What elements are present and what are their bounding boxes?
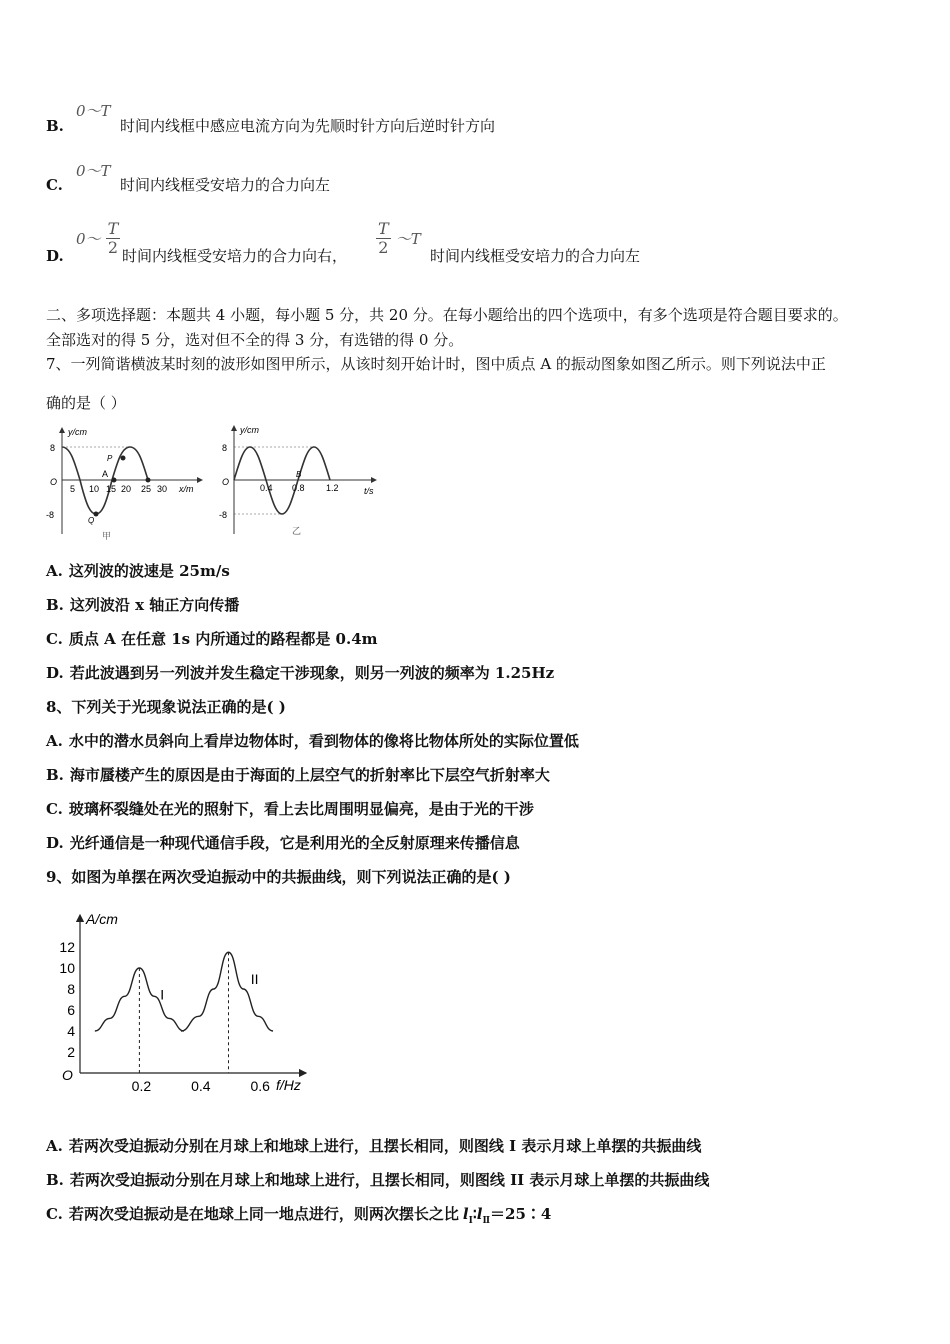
point-q-dot: [94, 512, 99, 517]
q7-option-b: [46, 595, 239, 615]
subscript: Ⅱ: [482, 1216, 491, 1226]
y-tick-label: 4: [67, 1023, 75, 1039]
option-text: 质点 A 在任意 1s 内所通过的路程都是 0.4m: [68, 630, 378, 648]
ratio-value: ＝25∶4: [490, 1205, 552, 1223]
y-tick-label: 8: [67, 981, 75, 997]
option-letter: C.: [46, 800, 63, 818]
vibration-figure-yi: [216, 422, 384, 542]
option-letter: A.: [46, 1137, 63, 1155]
x-axis-label: f/Hz: [276, 1077, 301, 1093]
option-text: 若此波遇到另一列波并发生稳定干涉现象，则另一列波的频率为 1.25Hz: [69, 664, 555, 682]
option-letter: B.: [46, 766, 64, 784]
x-tick: 25: [141, 484, 152, 494]
q8-option-b: [46, 765, 550, 785]
y-tick-label: 12: [59, 939, 75, 955]
series-label-i: I: [160, 986, 165, 1003]
option-text: 若两次受迫振动分别在月球上和地球上进行，且摆长相同，则图线 I 表示月球上单摆的共振曲线: [68, 1137, 702, 1155]
question-7-stem-2: 确的是（ ）: [46, 394, 126, 412]
point-a-label: A: [102, 469, 109, 479]
option-text: 时间内线框中感应电流方向为先顺时针方向后逆时针方向: [120, 117, 496, 135]
series-group: [95, 952, 273, 1073]
prev-option-c: [46, 175, 63, 195]
y-axis-label: y/cm: [240, 425, 259, 435]
y-tick-8: 8: [222, 443, 228, 453]
option-text: 光纤通信是一种现代通信手段，它是利用光的全反射原理来传播信息: [69, 834, 520, 852]
question-9-stem: 9、如图为单摆在两次受迫振动中的共振曲线，则下列说法正确的是( ): [46, 868, 511, 886]
x-tick: 5: [70, 484, 76, 494]
q9-option-b: [46, 1170, 709, 1190]
math-text: 0～: [76, 230, 101, 248]
x-axis-label: t/s: [364, 486, 374, 496]
x-tick: 20: [121, 484, 132, 494]
option-letter: A.: [46, 732, 63, 750]
q8-option-c: [46, 799, 534, 819]
math-expression: [76, 220, 120, 257]
x-tick: 30: [157, 484, 168, 494]
series-label-ii: II: [250, 970, 259, 987]
fraction-numerator: T: [107, 219, 119, 238]
x-tick-label: 0.4: [191, 1078, 211, 1094]
origin-label: O: [50, 477, 58, 487]
y-tick-minus-8: -8: [219, 510, 228, 520]
origin-label: O: [222, 477, 230, 487]
option-letter: C.: [46, 176, 63, 194]
math-text: ～T: [395, 230, 421, 248]
x-axis-label: x/m: [179, 484, 194, 494]
option-text: 这列波沿 x 轴正方向传播: [69, 596, 240, 614]
subscript: Ⅰ: [468, 1216, 473, 1226]
fraction-denominator: 2: [107, 238, 119, 257]
length-symbol: l: [476, 1205, 483, 1223]
q9-option-a: [46, 1136, 701, 1156]
option-letter: B.: [46, 117, 64, 135]
figure-caption: 乙: [292, 526, 302, 536]
q7-option-d: [46, 663, 554, 683]
question-8-stem: 8、下列关于光现象说法正确的是( ): [46, 698, 286, 716]
x-tick-label: 0.6: [250, 1078, 270, 1094]
resonance-chart: [44, 905, 324, 1100]
option-text: 这列波的波速是 25m/s: [68, 562, 230, 580]
x-tick: 1.2: [326, 483, 339, 493]
option-text: 若两次受迫振动分别在月球上和地球上进行，且摆长相同，则图线 II 表示月球上单摆的共振曲线: [69, 1171, 710, 1189]
y-tick-label: 10: [59, 960, 75, 976]
option-text: 水中的潜水员斜向上看岸边物体时，看到物体的像将比物体所处的实际位置低: [68, 732, 579, 750]
y-tick-label: 2: [67, 1044, 75, 1060]
math-expression: [76, 160, 111, 181]
option-text: 玻璃杯裂缝处在光的照射下，看上去比周围明显偏亮，是由于光的干涉: [68, 800, 534, 818]
fraction: [106, 220, 121, 257]
option-letter: C.: [46, 1205, 63, 1223]
ratio-colon: ∶: [472, 1205, 477, 1223]
wave-end-dot: [146, 478, 151, 483]
prev-option-d: [46, 246, 64, 266]
y-tick-minus-8: -8: [46, 510, 55, 520]
q9-option-c: [46, 1204, 551, 1231]
y-tick-label: 6: [67, 1002, 75, 1018]
wave-figure-jia: [44, 422, 214, 542]
y-axis-label: A/cm: [86, 911, 118, 927]
q7-option-a: [46, 561, 230, 581]
option-letter: C.: [46, 630, 63, 648]
section-header-line-1: 二、多项选择题：本题共 4 小题，每小题 5 分，共 20 分。在每小题给出的四个选项中，有多个选项是符合题目要求的。: [46, 306, 848, 324]
point-a-dot: [112, 478, 117, 483]
x-tick-label: 0.2: [131, 1078, 152, 1094]
x-tick: 15: [106, 484, 117, 494]
option-letter: B.: [46, 596, 64, 614]
origin-label: O: [62, 1067, 73, 1083]
fraction: [376, 220, 391, 257]
option-text: 时间内线框受安培力的合力向右，: [122, 247, 348, 265]
point-p-label: P: [107, 454, 113, 463]
prev-option-b: [46, 116, 64, 136]
x-tick: 0.4: [260, 483, 273, 493]
section-header-line-2: 全部选对的得 5 分，选对但不全的得 3 分，有选错的得 0 分。: [46, 331, 464, 349]
length-symbol: l: [462, 1205, 469, 1223]
option-letter: A.: [46, 562, 63, 580]
q8-option-d: [46, 833, 520, 853]
math-expression: [376, 220, 421, 257]
x-tick: 10: [89, 484, 100, 494]
math-text: 0～T: [76, 102, 111, 120]
x-tick-labels: [132, 1078, 270, 1094]
resonance-curve-2: [181, 952, 273, 1031]
option-letter: B.: [46, 1171, 64, 1189]
math-text: 0～T: [76, 162, 111, 180]
option-text: 若两次受迫振动是在地球上同一地点进行，则两次摆长之比: [68, 1205, 459, 1223]
fraction-denominator: 2: [378, 238, 389, 257]
point-p-dot: [121, 456, 126, 461]
y-axis-label: y/cm: [68, 427, 87, 437]
option-text: 海市蜃楼产生的原因是由于海面的上层空气的折射率比下层空气折射率大: [69, 766, 550, 784]
y-tick-8: 8: [50, 443, 56, 453]
y-tick-labels: [59, 939, 75, 1060]
fraction-numerator: T: [378, 219, 389, 238]
option-text: 时间内线框受安培力的合力向左: [430, 247, 641, 265]
figure-caption: 甲: [102, 531, 112, 541]
point-b-label: B: [296, 470, 302, 479]
point-q-label: Q: [88, 516, 95, 525]
q8-option-a: [46, 731, 579, 751]
q7-option-c: [46, 629, 378, 649]
question-7-stem-1: 7、一列简谐横波某时刻的波形如图甲所示，从该时刻开始计时，图中质点 A 的振动图象如图乙所示。则下列说法中正: [46, 355, 826, 373]
option-letter: D.: [46, 834, 64, 852]
option-letter: D.: [46, 664, 64, 682]
math-expression: [76, 100, 111, 121]
x-tick: 0.8: [292, 483, 305, 493]
option-letter: D.: [46, 247, 64, 265]
option-text: 时间内线框受安培力的合力向左: [120, 176, 331, 194]
